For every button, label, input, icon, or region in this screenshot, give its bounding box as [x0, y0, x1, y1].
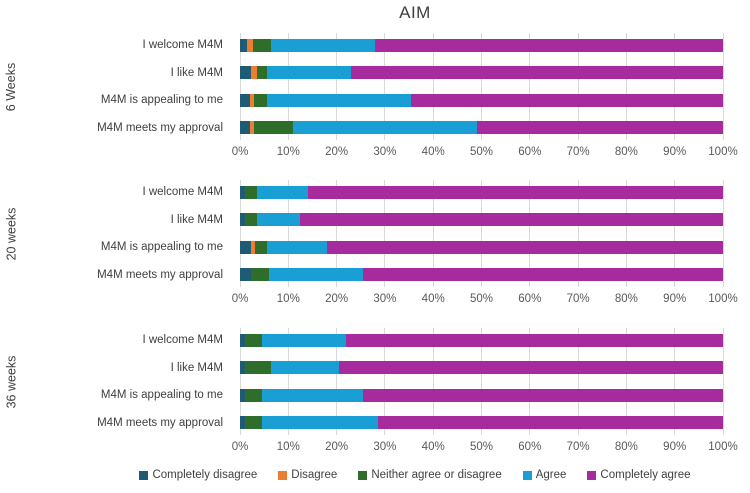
axis-tick-label: 30% [373, 293, 397, 305]
stacked-bar-i-welcome-m4m [240, 186, 723, 199]
axis-tick-label: 60% [518, 293, 542, 305]
bar-segment-completely-agree [351, 66, 723, 79]
axis-tick-label: 100% [708, 441, 738, 453]
stacked-bar-m4m-meets-my-approval [240, 416, 723, 429]
legend-label: Agree [535, 469, 567, 481]
axis-tick-label: 10% [276, 293, 300, 305]
bar-segment-completely-agree [375, 39, 723, 52]
bar-segment-agree [267, 66, 352, 79]
axis-tick-label: 20% [325, 441, 349, 453]
legend-item-completely-disagree [139, 469, 257, 481]
x-axis [231, 293, 738, 307]
chart-group-20-weeks [0, 180, 750, 313]
bar-segment-agree [257, 213, 300, 226]
axis-tick-label: 40% [421, 293, 445, 305]
stacked-bar-i-welcome-m4m [240, 39, 723, 52]
legend-label: Completely disagree [152, 469, 258, 481]
plot-area [240, 33, 723, 140]
bar-segment-neither-agree-or-disagree [245, 416, 262, 429]
axis-tick-label: 40% [421, 441, 445, 453]
legend-item-agree [523, 469, 567, 481]
category-label-i-welcome-m4m: I welcome M4M [142, 39, 223, 51]
axis-tick-label: 100% [708, 293, 738, 305]
category-label-i-like-m4m: I like M4M [170, 213, 223, 226]
bar-segment-neither-agree-or-disagree [255, 241, 267, 254]
stacked-bar-m4m-is-appealing-to-me [240, 94, 723, 107]
bar-segment-agree [262, 389, 363, 402]
group-label-text: 20 weeks [4, 207, 18, 260]
bar-segment-completely-agree [327, 241, 723, 254]
stacked-bar-m4m-meets-my-approval [240, 268, 723, 281]
legend-label: Disagree [291, 469, 338, 481]
axis-tick-label: 70% [566, 441, 590, 453]
category-label-m4m-meets-my-approval: M4M meets my approval [97, 416, 223, 429]
legend-swatch-disagree [278, 471, 287, 480]
bar-segment-completely-disagree [240, 66, 251, 79]
bar-segment-neither-agree-or-disagree [253, 39, 271, 52]
stacked-bar-i-like-m4m [240, 213, 723, 226]
bar-segment-completely-disagree [240, 121, 250, 134]
x-axis [231, 441, 738, 455]
bar-segment-neither-agree-or-disagree [245, 361, 272, 374]
stacked-bar-m4m-is-appealing-to-me [240, 389, 723, 402]
category-label-m4m-is-appealing-to-me: M4M is appealing to me [100, 94, 223, 107]
axis-tick-label: 50% [469, 146, 494, 158]
bar-segment-completely-agree [363, 389, 723, 402]
axis-tick-label: 0% [231, 293, 249, 305]
bar-segment-completely-disagree [240, 39, 247, 52]
legend-item-completely-agree [587, 469, 690, 481]
group-label-text: 36 weeks [4, 355, 18, 408]
legend-item-neither-agree-or-disagree [358, 469, 501, 481]
legend [80, 469, 750, 481]
bar-segment-agree [267, 94, 412, 107]
legend-label: Completely agree [600, 469, 691, 481]
bar-segment-neither-agree-or-disagree [251, 268, 269, 281]
bar-segment-completely-agree [477, 121, 723, 134]
axis-tick-label: 80% [614, 441, 638, 453]
bar-segment-agree [262, 416, 378, 429]
bar-segment-agree [257, 186, 308, 199]
axis-tick-label: 20% [325, 146, 349, 158]
axis-tick-label: 0% [231, 146, 249, 158]
category-label-m4m-meets-my-approval: M4M meets my approval [97, 121, 223, 134]
axis-tick-label: 20% [325, 293, 349, 305]
axis-tick-label: 80% [614, 293, 638, 305]
category-label-m4m-meets-my-approval: M4M meets my approval [97, 268, 223, 281]
axis-tick-label: 10% [276, 441, 300, 453]
plot-area [240, 180, 723, 287]
chart-title: AIM [399, 3, 431, 22]
bar-segment-completely-agree [300, 213, 723, 226]
axis-tick-label: 40% [421, 146, 445, 158]
stacked-bar-i-like-m4m [240, 361, 723, 374]
bar-segment-neither-agree-or-disagree [257, 66, 267, 79]
axis-tick-label: 80% [614, 146, 638, 158]
bar-segment-agree [271, 39, 375, 52]
legend-swatch-completely-agree [587, 471, 596, 480]
bar-segment-completely-agree [308, 186, 723, 199]
bar-segment-neither-agree-or-disagree [245, 389, 262, 402]
bar-segment-completely-disagree [240, 94, 250, 107]
category-label-m4m-is-appealing-to-me: M4M is appealing to me [100, 389, 223, 402]
bar-segment-completely-agree [363, 268, 723, 281]
stacked-bar-m4m-is-appealing-to-me [240, 241, 723, 254]
axis-tick-label: 70% [566, 146, 590, 158]
axis-tick-label: 50% [469, 441, 494, 453]
chart-group-36-weeks [0, 328, 750, 461]
bar-segment-agree [269, 268, 363, 281]
x-axis [231, 146, 738, 160]
bar-segment-neither-agree-or-disagree [245, 213, 257, 226]
group-label-text: 6 Weeks [4, 62, 18, 111]
bar-segment-agree [271, 361, 339, 374]
category-label-i-welcome-m4m: I welcome M4M [142, 334, 223, 346]
axis-tick-label: 100% [708, 146, 738, 158]
axis-tick-label: 70% [566, 293, 590, 305]
bar-segment-agree [262, 334, 347, 347]
legend-swatch-neither-agree-or-disagree [358, 471, 367, 480]
axis-tick-label: 30% [373, 441, 397, 453]
bar-segment-completely-disagree [240, 268, 251, 281]
bar-segment-agree [293, 121, 477, 134]
axis-tick-label: 10% [276, 146, 300, 158]
axis-tick-label: 90% [663, 293, 687, 305]
category-label-i-like-m4m: I like M4M [170, 66, 223, 79]
bar-segment-completely-disagree [240, 241, 251, 254]
category-label-m4m-is-appealing-to-me: M4M is appealing to me [100, 241, 223, 254]
bar-segment-completely-agree [339, 361, 723, 374]
legend-swatch-completely-disagree [139, 471, 148, 480]
bar-segment-agree [267, 241, 327, 254]
legend-item-disagree [278, 469, 337, 481]
legend-label: Neither agree or disagree [371, 469, 502, 481]
category-label-i-welcome-m4m: I welcome M4M [142, 186, 223, 198]
bar-segment-neither-agree-or-disagree [245, 186, 257, 199]
bar-segment-completely-agree [378, 416, 723, 429]
axis-tick-label: 90% [663, 441, 687, 453]
axis-tick-label: 0% [231, 441, 249, 453]
category-label-i-like-m4m: I like M4M [170, 361, 223, 374]
chart-group-6-weeks [0, 33, 750, 166]
bar-segment-completely-agree [411, 94, 723, 107]
stacked-bar-m4m-meets-my-approval [240, 121, 723, 134]
axis-tick-label: 60% [518, 441, 542, 453]
bar-segment-neither-agree-or-disagree [254, 121, 293, 134]
axis-tick-label: 30% [373, 146, 397, 158]
bar-segment-neither-agree-or-disagree [254, 94, 266, 107]
axis-tick-label: 50% [469, 293, 494, 305]
bar-segment-neither-agree-or-disagree [245, 334, 262, 347]
axis-tick-label: 90% [663, 146, 687, 158]
axis-tick-label: 60% [518, 146, 542, 158]
bar-segment-completely-agree [346, 334, 723, 347]
legend-swatch-agree [523, 471, 532, 480]
stacked-bar-i-like-m4m [240, 66, 723, 79]
plot-area [240, 328, 723, 435]
stacked-bar-i-welcome-m4m [240, 334, 723, 347]
